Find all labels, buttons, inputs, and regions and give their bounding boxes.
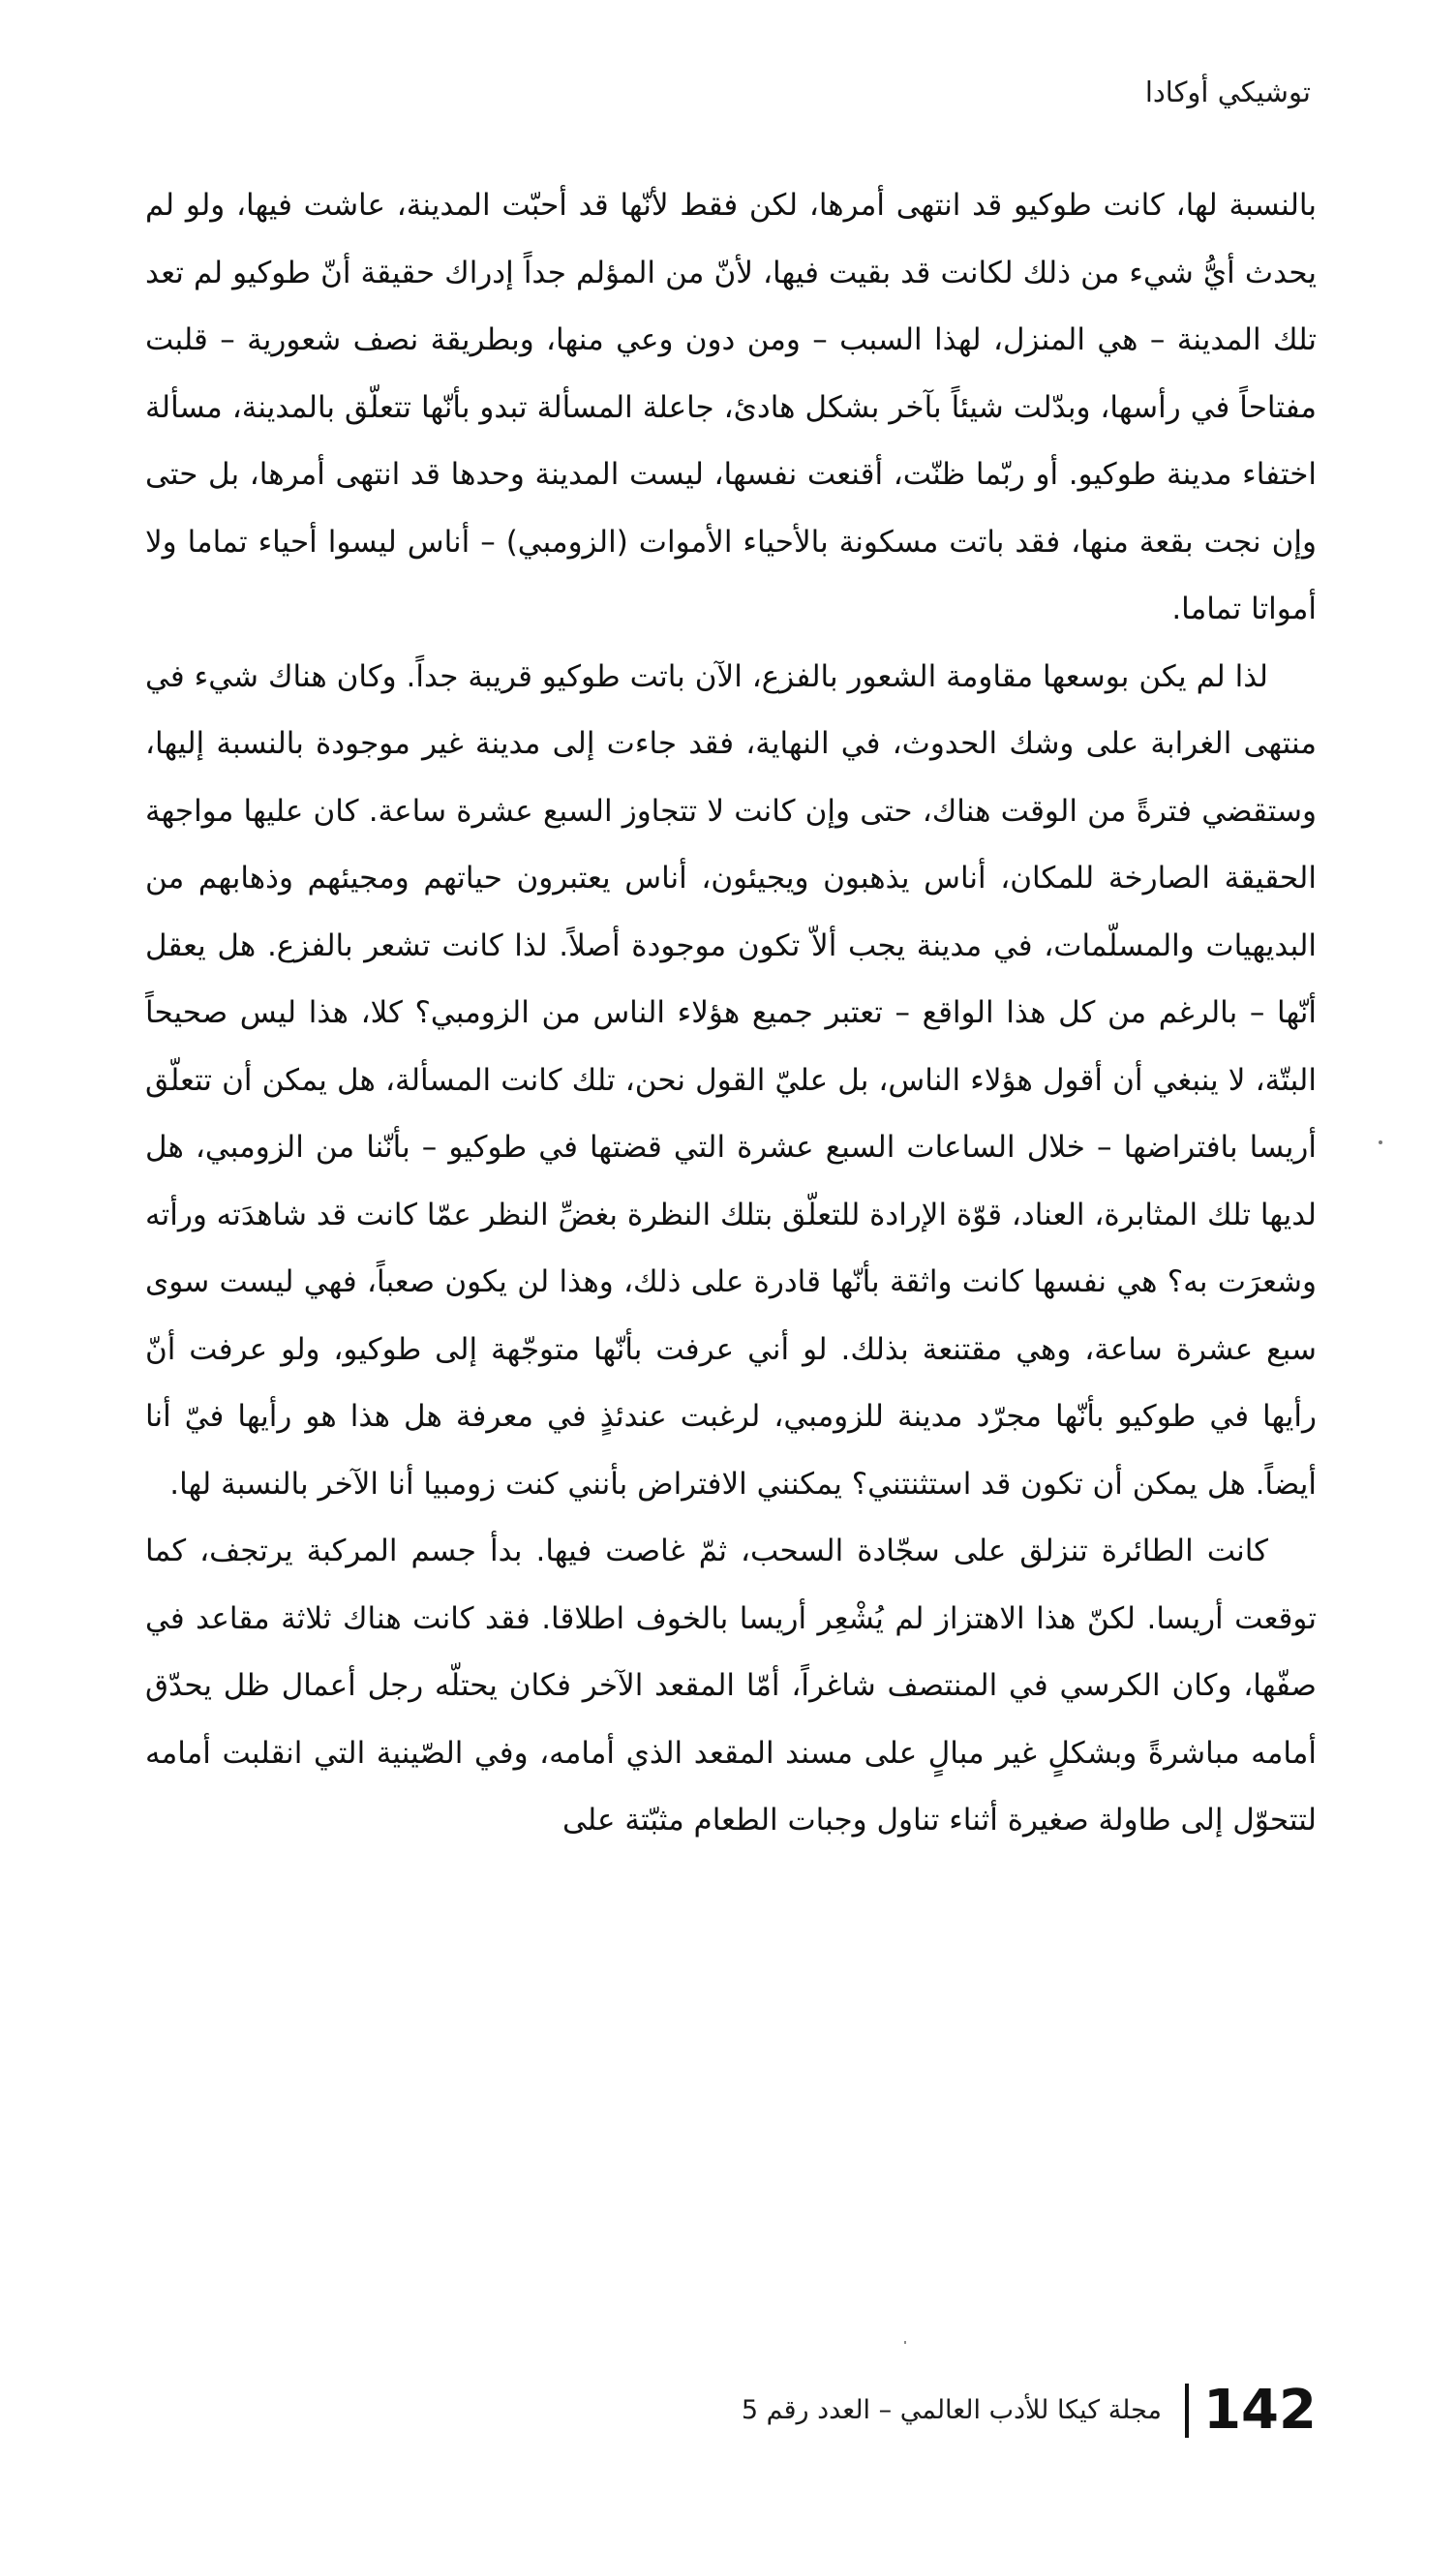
- paragraph-1: بالنسبة لها، كانت طوكيو قد انتهى أمرها، لكن فقط لأنّها قد أحبّت المدينة، عاشت فيها، ولو لم يحدث أيُّ شيء من ذلك لكانت قد بقيت فيها، لأنّ من المؤلم جداً إدراك حقيقة أنّ طوكيو لم تعد تلك المدينة – هي المنزل، لهذا السبب – ومن دون وعي منها، وبطريقة نصف شعورية – قلبت مفتاحاً في رأسها، وبدّلت شيئاً بآخر بشكل هادئ، جاعلة المسألة تبدو بأنّها تتعلّق بالمدينة، مسألة اختفاء مدينة طوكيو. أو ربّما ظنّت، أقنعت نفسها، ليست المدينة وحدها قد انتهى أمرها، بل حتى وإن نجت بقعة منها، فقد باتت مسكونة بالأحياء الأموات (الزومبي) – أناس ليسوا أحياء تماما ولا أمواتا تماما.: [145, 188, 1317, 626]
- running-header: توشيكي أوكادا: [1144, 76, 1311, 108]
- journal-name: مجلة كيكا للأدب العالمي – العدد رقم 5: [741, 2395, 1162, 2425]
- page-footer: [145, 2372, 1317, 2449]
- paragraph-3: كانت الطائرة تنزلق على سجّادة السحب، ثمّ غاصت فيها. بدأ جسم المركبة يرتجف، كما توقعت أريسا. لكنّ هذا الاهتزاز لم يُشْعِر أريسا بالخوف اطلاقا. فقد كانت هناك ثلاثة مقاعد في صفّها، وكان الكرسي في المنتصف شاغراً، أمّا المقعد الآخر فكان يحتلّه رجل أعمال ظل يحدّق أمامه مباشرةً وبشكلٍ غير مبالٍ على مسند المقعد الذي أمامه، وفي الصّينية التي انقلبت أمامه لتتحوّل إلى طاولة صغيرة أثناء تناول وجبات الطعام مثبّتة على: [145, 1534, 1317, 1838]
- stray-mark-bottom: [904, 2341, 906, 2344]
- stray-mark: [1379, 1140, 1382, 1144]
- paragraph-2: لذا لم يكن بوسعها مقاومة الشعور بالفزع، الآن باتت طوكيو قريبة جداً. وكان هناك شيء في منتهى الغرابة على وشك الحدوث، في النهاية، فقد جاءت إلى مدينة غير موجودة بالنسبة إليها، وستقضي فترةً من الوقت هناك، حتى وإن كانت لا تتجاوز السبع عشرة ساعة. كان عليها مواجهة الحقيقة الصارخة للمكان، أناس يذهبون ويجيئون، أناس يعتبرون حياتهم ومجيئهم وذهابهم من البديهيات والمسلّمات، في مدينة يجب ألاّ تكون موجودة أصلاً. لذا كانت تشعر بالفزع. هل يعقل أنّها – بالرغم من كل هذا الواقع – تعتبر جميع هؤلاء الناس من الزومبي؟ كلا، هذا ليس صحيحاً البتّة، لا ينبغي أن أقول هؤلاء الناس، بل عليّ القول نحن، تلك كانت المسألة، هل يمكن أن تتعلّق أريسا بافتراضها – خلال الساعات السبع عشرة التي قضتها في طوكيو – بأنّنا من الزومبي، هل لديها تلك المثابرة، العناد، قوّة الإرادة للتعلّق بتلك النظرة بغضِّ النظر عمّا كانت قد شاهدَته ورأته وشعرَت به؟ هي نفسها كانت واثقة بأنّها قادرة على ذلك، وهذا لن يكون صعباً، فهي ليست سوى سبع عشرة ساعة، وهي مقتنعة بذلك. لو أني عرفت بأنّها متوجّهة إلى طوكيو، ولو عرفت أنّ رأيها في طوكيو بأنّها مجرّد مدينة للزومبي، لرغبت عندئذٍ في معرفة هل هذا هو رأيها فيّ أنا أيضاً. هل يمكن أن تكون قد استثنتني؟ يمكنني الافتراض بأنني كنت زومبيا أنا الآخر بالنسبة لها.: [145, 658, 1317, 1502]
- footer-divider: [1185, 2384, 1189, 2438]
- body-text: [145, 172, 1317, 1855]
- page-number: 142: [1203, 2379, 1317, 2442]
